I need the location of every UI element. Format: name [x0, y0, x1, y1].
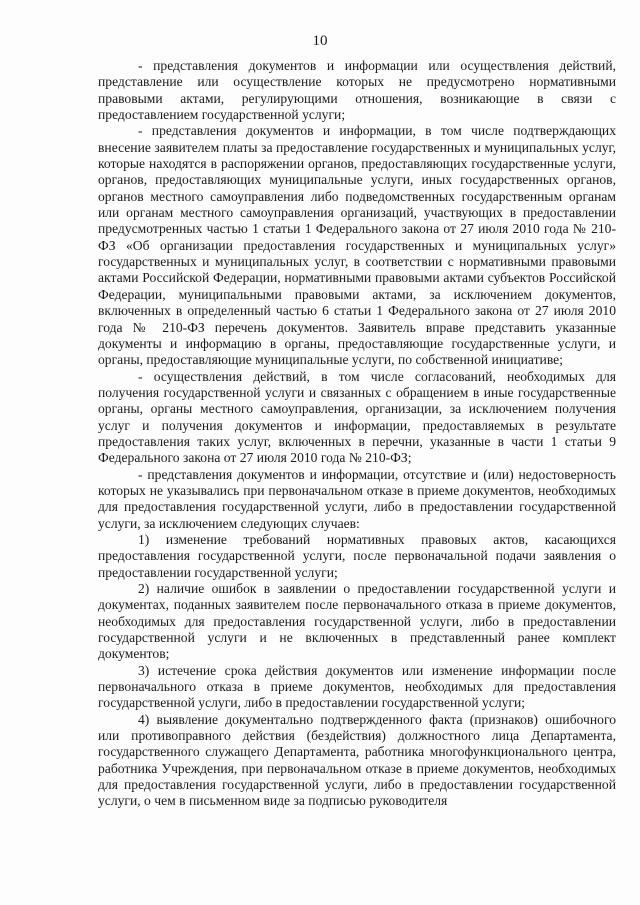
list-item-1: 1) изменение требований нормативных правовых актов, касающихся предоставления государственной услуги, после первоначальной подачи заявления о предоставлении государственной услуги; — [98, 531, 616, 580]
list-item-4: 4) выявление документально подтвержденного факта (признаков) ошибочного или противоправного действия (бездействия) должностного лица Департамента, государственного служащего Департамента, работника многофункционального центра, работника Учреждения, при первоначальном отказе в приеме документов, необходимых для предоставления государственной услуги, либо в предоставлении государственной услуги, о чем в письменном виде за подписью руководителя — [98, 711, 616, 809]
list-item-2: 2) наличие ошибок в заявлении о предоставлении государственной услуги и документах, поданных заявителем после первоначального отказа в приеме документов, необходимых для предоставления государственной услуги, либо в предоставлении государственной услуги и не включенных в представленный ранее комплект документов; — [98, 581, 616, 662]
paragraph-3: - осуществления действий, в том числе согласований, необходимых для получения государственной услуги и связанных с обращением в иные государственные органы, органы местного самоуправления, организации, за исключением получения услуг и получения документов и информации, предоставляемых в результате предоставления таких услуг, включенных в перечни, указанные в части 1 статьи 9 Федерального закона от 27 июля 2010 года № 210-ФЗ; — [98, 368, 616, 466]
paragraph-1: - представления документов и информации или осуществления действий, представление или осуществление которых не предусмотрено нормативными правовыми актами, регулирующими отношения, возникающие в связи с предоставлением государственной услуги; — [98, 58, 616, 123]
paragraph-2: - представления документов и информации, в том числе подтверждающих внесение заявителем платы за предоставление государственных и муниципальных услуг, которые находятся в распоряжении органов, предоставляющих государственные услуги, органов, предоставляющих муниципальные услуги, иных государственных органов, органов местного самоуправления либо подведомственных государственным органам или органам местного самоуправления организаций, участвующих в предоставлении предусмотренных частью 1 статьи 1 Федерального закона от 27 июля 2010 года № 210-ФЗ «Об организации предоставления государственных и муниципальных услуг» государственных и муниципальных услуг, в соответствии с нормативными правовыми актами Российской Федерации, нормативными правовыми актами субъектов Российской Федерации, муниципальными правовыми актами, за исключением документов, включенных в определенный частью 6 статьи 1 Федерального закона от 27 июля 2010 года № 210-ФЗ перечень документов. Заявитель вправе представить указанные документы и информацию в органы, предоставляющие государственные услуги, и органы, предоставляющие муниципальные услуги, по собственной инициативе; — [98, 123, 616, 368]
paragraph-4: - представления документов и информации, отсутствие и (или) недостоверность которых не указывались при первоначальном отказе в приеме документов, необходимых для предоставления государственной услуги, либо в предоставлении государственной услуги, за исключением следующих случаев: — [98, 466, 616, 531]
page-number: 10 — [312, 33, 328, 49]
list-item-3: 3) истечение срока действия документов или изменение информации после первоначального отказа в приеме документов, необходимых для предоставления государственной услуги, либо в предоставлении государственной услуги; — [98, 662, 616, 711]
document-body — [98, 58, 616, 810]
